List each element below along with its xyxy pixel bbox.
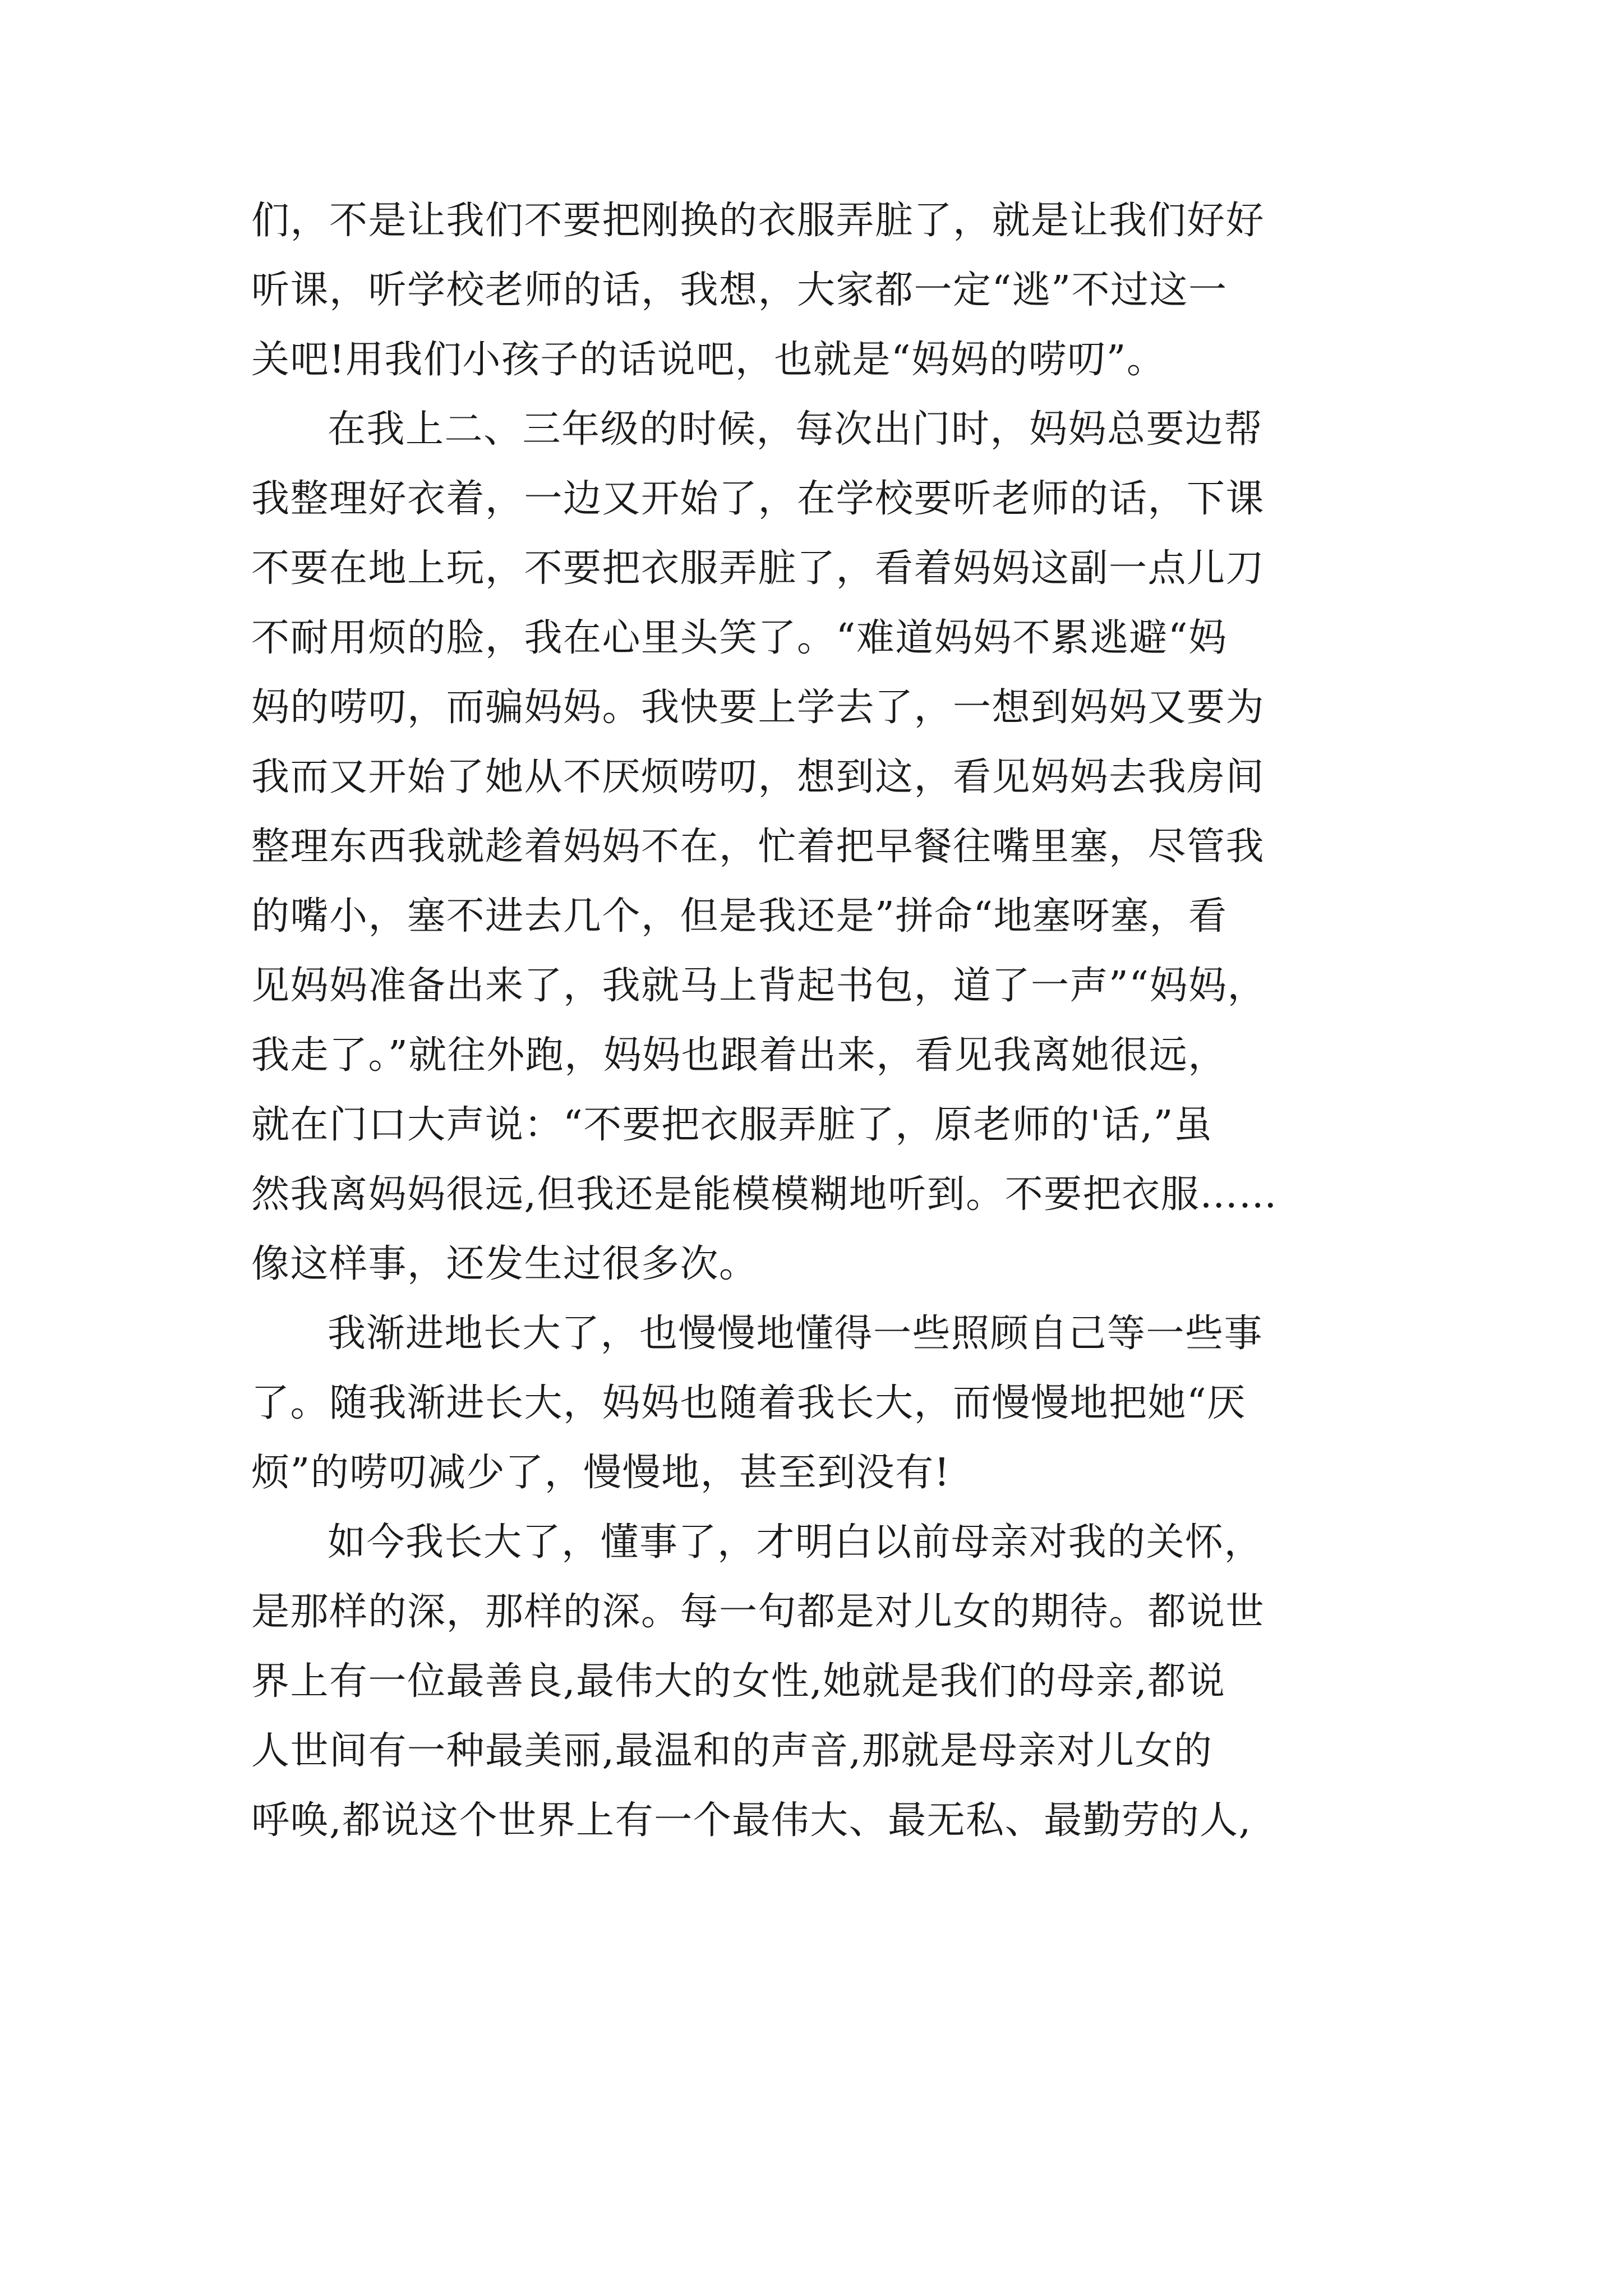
essay-body <box>251 186 1390 1856</box>
text-line: 了。随我渐进长大，妈妈也随着我长大，而慢慢地把她“厌 <box>251 1381 1246 1425</box>
text-line: 如今我长大了，懂事了，才明白以前母亲对我的关怀， <box>328 1520 1264 1565</box>
text-line: 界上有一位最善良,最伟大的女性,她就是我们的母亲,都说 <box>251 1659 1226 1704</box>
text-line: 我而又开始了她从不厌烦唠叨，想到这，看见妈妈去我房间 <box>251 755 1265 799</box>
text-line: 在我上二、三年级的时候，每次出门时，妈妈总要边帮 <box>328 407 1264 452</box>
text-line: 呼唤,都说这个世界上有一个最伟大、最无私、最勤劳的人, <box>251 1798 1252 1843</box>
text-line: 我走了。”就往外跑，妈妈也跟着出来，看见我离她很远， <box>251 1033 1227 1078</box>
text-line: 是那样的深，那样的深。每一句都是对儿女的期待。都说世 <box>251 1590 1265 1634</box>
paragraph-4 <box>251 1508 1390 1856</box>
paragraph-2 <box>251 395 1390 1299</box>
text-line: 妈的唠叨，而骗妈妈。我快要上学去了，一想到妈妈又要为 <box>251 685 1265 730</box>
paragraph-1 <box>251 186 1390 395</box>
text-line: 人世间有一种最美丽,最温和的声音,那就是母亲对儿女的 <box>251 1729 1213 1773</box>
text-line: 烦”的唠叨减少了，慢慢地，甚至到没有! <box>251 1451 951 1495</box>
text-line: 的嘴小，塞不进去几个，但是我还是”拼命“地塞呀塞，看 <box>251 894 1228 938</box>
text-line: 我整理好衣着，一边又开始了，在学校要听老师的话，下课 <box>251 477 1265 521</box>
text-line: 关吧!用我们小孩子的话说吧，也就是“妈妈的唠叨”。 <box>251 338 1166 382</box>
text-line: 们，不是让我们不要把刚换的衣服弄脏了，就是让我们好好 <box>251 199 1265 243</box>
text-line: 就在门口大声说：“不要把衣服弄脏了，原老师的'话,”虽 <box>251 1103 1213 1147</box>
text-line: 不要在地上玩，不要把衣服弄脏了，看着妈妈这副一点儿刀 <box>251 546 1265 591</box>
text-line: 整理东西我就趁着妈妈不在，忙着把早餐往嘴里塞，尽管我 <box>251 825 1265 869</box>
text-line: 我渐进地长大了，也慢慢地懂得一些照顾自己等一些事 <box>328 1312 1264 1356</box>
text-line: 听课，听学校老师的话，我想，大家都一定“逃”不过这一 <box>251 268 1228 312</box>
paragraph-3 <box>251 1299 1390 1508</box>
text-line: 像这样事，还发生过很多次。 <box>251 1242 758 1286</box>
text-line: 然我离妈妈很远,但我还是能模模糊地听到。不要把衣服…… <box>251 1172 1278 1217</box>
text-line: 不耐用烦的脸，我在心里头笑了。“难道妈妈不累逃避“妈 <box>251 616 1228 660</box>
text-line: 见妈妈准备出来了，我就马上背起书包，道了一声”“妈妈， <box>251 964 1267 1008</box>
